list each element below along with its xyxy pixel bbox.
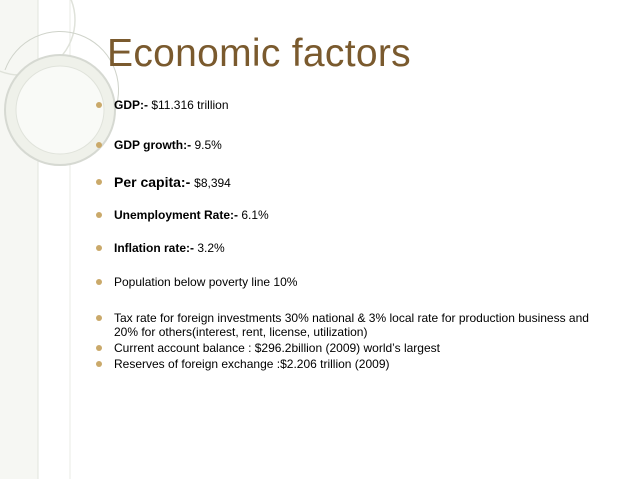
bullet-value: $11.316 trillion <box>151 98 229 112</box>
bullet-dot-icon <box>96 279 102 285</box>
bullet-dot-icon <box>96 102 102 108</box>
bullet-label: Inflation rate:- <box>114 241 194 255</box>
bullet-value: 9.5% <box>194 138 222 152</box>
bullet-value: 6.1% <box>241 208 269 222</box>
bullet-text: Reserves of foreign exchange :$2.206 trillion (2009) <box>114 357 390 371</box>
bullet-dot-icon <box>96 345 102 351</box>
bullet-dot-icon <box>96 212 102 218</box>
bullet-text: Current account balance : $296.2billion (2009) world’s largest <box>114 341 440 355</box>
bullet-dot-icon <box>96 245 102 251</box>
bullet-dot-icon <box>96 142 102 148</box>
bullet-dot-icon <box>96 361 102 367</box>
bullet-label: GDP growth:- <box>114 138 192 152</box>
bullet-value: $8,394 <box>194 176 231 190</box>
bullet-dot-icon <box>96 179 102 185</box>
bullet-label: Per capita:- <box>114 174 191 190</box>
bullet-value: 3.2% <box>197 241 225 255</box>
bullet-text: Tax rate for foreign investments 30% national & 3% local rate for production business and 20% for others(interest, rent, license, utilization) <box>114 311 589 339</box>
bullet-label: Unemployment Rate:- <box>114 208 239 222</box>
bullet-label: GDP:- <box>114 98 148 112</box>
bullet-dot-icon <box>96 315 102 321</box>
bullet-text: Population below poverty line 10% <box>114 275 298 289</box>
slide-title: Economic factors <box>107 32 411 75</box>
decorative-circles <box>0 0 140 180</box>
